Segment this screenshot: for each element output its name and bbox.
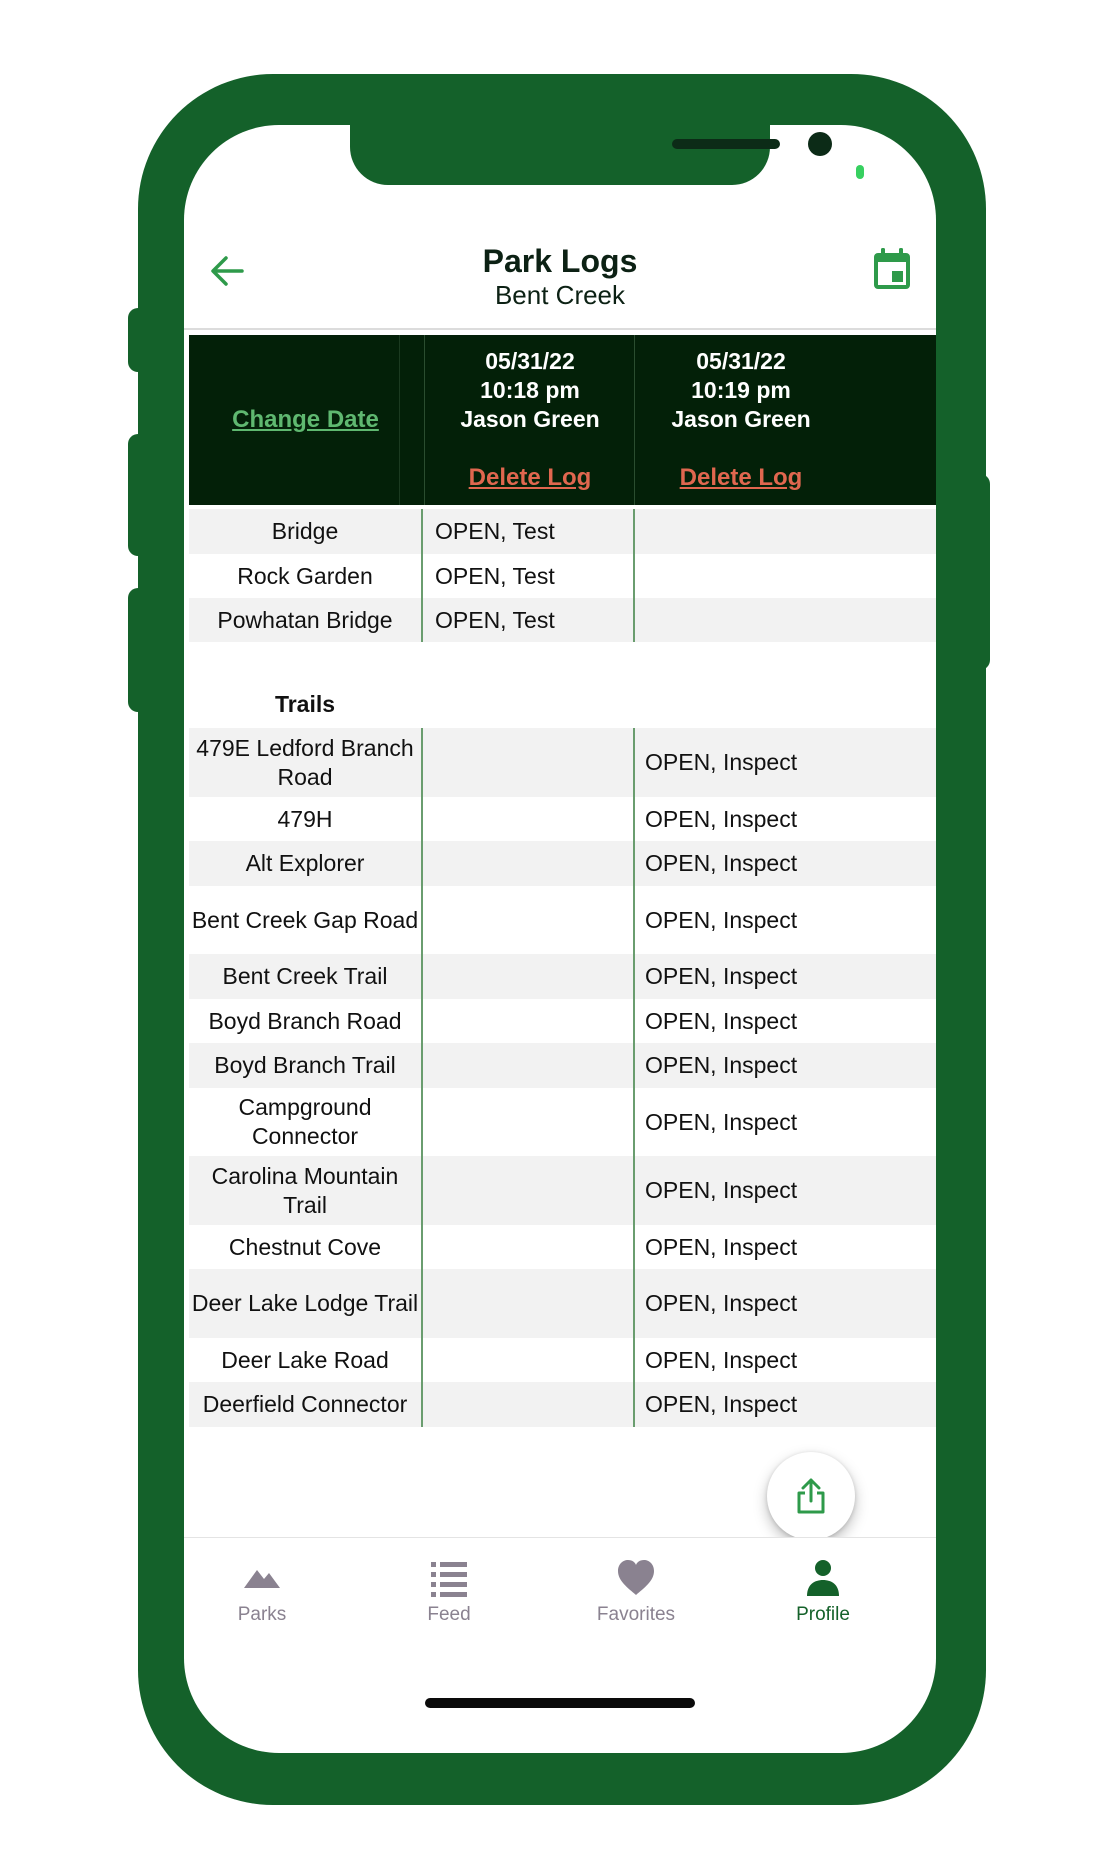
log2-status: OPEN, Inspect — [633, 797, 936, 841]
table-row — [189, 797, 936, 841]
speaker — [672, 139, 780, 149]
log2-status: OPEN, Inspect — [633, 1043, 936, 1088]
header-divider — [184, 328, 936, 330]
change-date-link[interactable]: Change Date — [232, 406, 379, 433]
log2-status — [633, 554, 936, 598]
feature-name: Bridge — [271, 518, 339, 544]
log-time: 10:19 pm — [691, 377, 791, 403]
feature-name: 479H — [277, 805, 333, 832]
table-row — [189, 554, 936, 598]
feature-name: 479E Ledford Branch Road — [196, 734, 414, 790]
tab-label: Feed — [427, 1604, 471, 1625]
log2-status: OPEN, Inspect — [633, 1382, 936, 1427]
tab-label: Favorites — [596, 1604, 676, 1625]
log-time: 10:18 pm — [480, 377, 580, 403]
log1-status: OPEN, Test — [421, 554, 633, 598]
log1-status: OPEN, Test — [421, 509, 633, 554]
log-user: Jason Green — [460, 406, 600, 432]
log2-status — [633, 509, 936, 554]
log1-status — [421, 1156, 633, 1225]
log1-status — [421, 1338, 633, 1382]
feature-name: Carolina Mountain Trail — [211, 1162, 399, 1218]
table-row — [189, 1269, 936, 1338]
table-row — [189, 1156, 936, 1225]
section-header-row — [189, 642, 936, 728]
log-date: 05/31/22 — [696, 348, 786, 374]
page-title: Park Logs — [482, 243, 638, 279]
log2-status: OPEN, Inspect — [633, 1338, 936, 1382]
log1-status — [421, 1225, 633, 1269]
mountain-icon — [242, 1558, 282, 1598]
log-header-1 — [424, 335, 635, 505]
log-date: 05/31/22 — [485, 348, 575, 374]
notch — [350, 125, 770, 185]
log1-status — [421, 886, 633, 954]
table-row — [189, 1088, 936, 1156]
log1-status — [421, 954, 633, 999]
table-row — [189, 954, 936, 999]
table-row — [189, 999, 936, 1043]
log-header-2 — [636, 335, 936, 505]
log2-status: OPEN, Inspect — [633, 841, 936, 886]
bottom-tab-bar — [184, 1537, 936, 1658]
feature-name: Deer Lake Lodge Trail — [191, 1290, 419, 1316]
table-row — [189, 886, 936, 954]
front-camera — [808, 132, 832, 156]
table-row — [189, 1338, 936, 1382]
tab-feed[interactable] — [379, 1538, 519, 1648]
log1-status — [421, 841, 633, 886]
tab-favorites[interactable] — [566, 1538, 706, 1648]
log2-status: OPEN, Inspect — [633, 886, 936, 954]
table-row — [189, 728, 936, 797]
log2-status: OPEN, Inspect — [633, 1269, 936, 1338]
heart-icon — [616, 1558, 656, 1598]
table-row — [189, 598, 936, 642]
tab-parks[interactable] — [192, 1538, 332, 1648]
person-icon — [803, 1558, 843, 1598]
log2-status: OPEN, Inspect — [633, 728, 936, 797]
delete-log-button[interactable]: Delete Log — [679, 464, 803, 491]
feature-name: Campground Connector — [238, 1094, 372, 1149]
log1-status — [421, 1382, 633, 1427]
feature-name: Boyd Branch Road — [208, 1007, 402, 1034]
log1-status — [421, 728, 633, 797]
feature-name: Rock Garden — [237, 562, 373, 589]
tab-profile[interactable] — [753, 1538, 893, 1648]
list-icon — [429, 1558, 469, 1598]
feature-name: Boyd Branch Trail — [214, 1052, 396, 1078]
feature-name: Deer Lake Road — [221, 1346, 389, 1373]
header-divider-line — [634, 335, 635, 505]
feature-name: Bent Creek Trail — [222, 963, 388, 989]
log2-status: OPEN, Inspect — [633, 999, 936, 1043]
table-row — [189, 509, 936, 554]
table-row — [189, 841, 936, 886]
home-indicator — [425, 1698, 695, 1708]
table-body — [189, 509, 936, 1427]
tab-label: Parks — [237, 1604, 287, 1625]
share-button[interactable] — [767, 1452, 855, 1540]
log1-status — [421, 999, 633, 1043]
feature-name: Deerfield Connector — [202, 1391, 408, 1417]
calendar-icon[interactable] — [872, 247, 912, 291]
log-user: Jason Green — [671, 406, 811, 432]
feature-name: Powhatan Bridge — [217, 606, 393, 633]
header-divider-line — [399, 335, 400, 505]
share-icon — [794, 1477, 828, 1515]
feature-name: Alt Explorer — [245, 850, 365, 876]
app-header — [184, 205, 936, 330]
table-header — [189, 335, 936, 505]
delete-log-button[interactable]: Delete Log — [468, 464, 592, 491]
log2-status: OPEN, Inspect — [633, 1088, 936, 1156]
feature-name: Chestnut Cove — [228, 1233, 382, 1260]
log2-status: OPEN, Inspect — [633, 1156, 936, 1225]
table-row — [189, 1225, 936, 1269]
log2-status — [633, 598, 936, 642]
section-title: Trails — [274, 691, 336, 717]
log1-status — [421, 1269, 633, 1338]
phone-screen — [184, 125, 936, 1753]
log2-status: OPEN, Inspect — [633, 1225, 936, 1269]
camera-indicator — [856, 165, 864, 179]
table-row — [189, 1043, 936, 1088]
page-subtitle: Bent Creek — [494, 280, 626, 310]
log1-status: OPEN, Test — [421, 598, 633, 642]
logs-table — [189, 335, 936, 1427]
table-row — [189, 1382, 936, 1427]
log1-status — [421, 797, 633, 841]
log1-status — [421, 1088, 633, 1156]
change-date-cell — [189, 335, 422, 505]
tab-label: Profile — [796, 1604, 850, 1625]
log1-status — [421, 1043, 633, 1088]
feature-name: Bent Creek Gap Road — [191, 906, 419, 933]
log2-status: OPEN, Inspect — [633, 954, 936, 999]
